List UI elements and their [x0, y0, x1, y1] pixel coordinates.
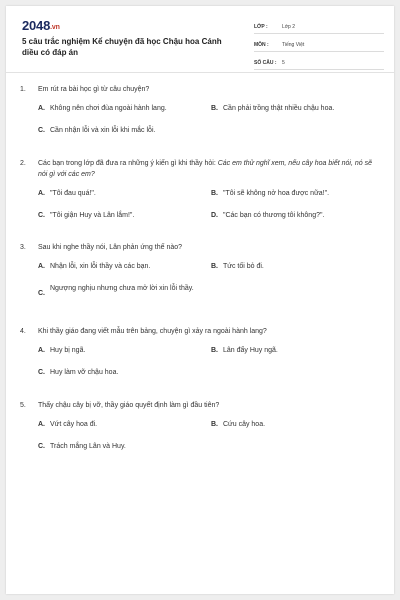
answer-option-a[interactable] — [38, 346, 198, 356]
question-item — [6, 400, 394, 474]
option-text: Không nên chơi đùa ngoài hành lang. — [50, 105, 167, 112]
meta-info — [254, 18, 384, 72]
answer-option-b[interactable] — [211, 346, 381, 356]
option-text: Huy bị ngã. — [50, 347, 86, 354]
question-number: 3. — [20, 244, 26, 251]
option-letter: C. — [38, 127, 45, 134]
subject-value: Tiếng Việt — [282, 42, 305, 48]
meta-row-class — [254, 18, 384, 34]
subject-label: MÔN : — [254, 42, 269, 48]
option-row — [6, 346, 394, 368]
option-row — [6, 442, 394, 464]
option-letter: B. — [211, 190, 218, 197]
question-number: 5. — [20, 402, 26, 409]
option-letter: C. — [38, 212, 45, 219]
option-text: Tức tối bỏ đi. — [223, 263, 264, 270]
class-label: LỚP : — [254, 24, 268, 30]
question-text — [6, 158, 394, 180]
option-row — [6, 284, 394, 312]
page-title: 5 câu trắc nghiệm Kể chuyện đã học Chậu hoa Cánh diều có đáp án — [22, 37, 222, 57]
class-value: Lớp 2 — [282, 24, 296, 30]
option-letter: A. — [38, 421, 45, 428]
answer-options — [6, 262, 394, 312]
option-text: "Tôi sẽ không nở hoa được nữa!". — [223, 190, 330, 197]
option-letter: D. — [211, 212, 218, 219]
meta-row-subject — [254, 36, 384, 52]
question-prompt: Thấy chậu cây bị vỡ, thầy giáo quyết định làm gì đầu tiên? — [38, 402, 220, 409]
option-letter: A. — [38, 105, 45, 112]
option-letter: A. — [38, 347, 45, 354]
option-letter: B. — [211, 421, 218, 428]
option-text: Trách mắng Lân và Huy. — [50, 443, 126, 450]
answer-option-a[interactable] — [38, 262, 198, 272]
option-text: "Các bạn có thương tôi không?". — [223, 212, 325, 219]
answer-option-a[interactable] — [38, 189, 198, 199]
option-letter: C. — [38, 443, 45, 450]
answer-option-b[interactable] — [211, 189, 381, 199]
logo-text: 2048 — [22, 18, 51, 33]
question-item — [6, 242, 394, 326]
option-row — [6, 420, 394, 442]
question-item — [6, 326, 394, 400]
answer-option-c[interactable] — [38, 442, 198, 452]
question-prompt: Các bạn trong lớp đã đưa ra những ý kiến gì khi thầy hỏi: — [38, 160, 218, 167]
answer-options — [6, 420, 394, 464]
question-list — [6, 84, 394, 474]
option-row — [6, 104, 394, 126]
option-row — [6, 189, 394, 211]
answer-option-a[interactable] — [38, 104, 198, 114]
option-text: Nhận lỗi, xin lỗi thầy và các bạn. — [50, 263, 151, 270]
option-text: Cần nhận lỗi và xin lỗi khi mắc lỗi. — [50, 127, 156, 134]
answer-option-b[interactable] — [211, 420, 381, 430]
site-logo[interactable] — [22, 18, 60, 33]
option-letter: A. — [38, 263, 45, 270]
answer-option-b[interactable] — [211, 104, 381, 114]
question-number: 2. — [20, 160, 26, 167]
question-number: 4. — [20, 328, 26, 335]
option-text: Ngượng nghịu nhưng chưa mở lời xin lỗi thầy. — [50, 285, 194, 292]
option-text: "Tôi giận Huy và Lân lắm!". — [50, 212, 135, 219]
logo-suffix: .vn — [50, 24, 60, 31]
answer-options — [6, 346, 394, 390]
option-row — [6, 211, 394, 233]
option-letter: C. — [38, 369, 45, 376]
answer-option-c[interactable] — [38, 284, 203, 299]
question-prompt: Em rút ra bài học gì từ câu chuyện? — [38, 86, 150, 93]
option-letter: B. — [211, 105, 218, 112]
question-prompt: Khi thầy giáo đang viết mẫu trên bảng, chuyện gì xảy ra ngoài hành lang? — [38, 328, 267, 335]
question-text — [6, 326, 394, 337]
header-divider — [6, 72, 394, 73]
question-text — [6, 84, 394, 95]
option-row — [6, 368, 394, 390]
option-text: Huy làm vỡ chậu hoa. — [50, 369, 119, 376]
question-count-value: 5 — [282, 60, 285, 66]
question-quote: Các em thử nghĩ xem, nếu cây hoa biết nói, nó sẽ nói gì với các em? — [38, 160, 372, 178]
meta-row-count — [254, 54, 384, 70]
option-text: Cần phải trồng thật nhiều chậu hoa. — [223, 105, 335, 112]
question-text — [6, 242, 394, 253]
option-letter: B. — [211, 263, 218, 270]
option-text: Cứu cây hoa. — [223, 421, 266, 428]
answer-option-a[interactable] — [38, 420, 198, 430]
answer-options — [6, 104, 394, 148]
question-count-label: SỐ CÂU : — [254, 60, 277, 66]
option-row — [6, 126, 394, 148]
option-text: Lân đẩy Huy ngã. — [223, 347, 278, 354]
answer-option-b[interactable] — [211, 262, 381, 272]
answer-option-c[interactable] — [38, 211, 198, 221]
answer-option-d[interactable] — [211, 211, 381, 221]
option-letter: B. — [211, 347, 218, 354]
answer-option-c[interactable] — [38, 126, 338, 136]
answer-option-c[interactable] — [38, 368, 198, 378]
option-text: "Tôi đau quá!". — [50, 190, 96, 197]
option-letter: A. — [38, 190, 45, 197]
question-prompt: Sau khi nghe thầy nói, Lân phản ứng thế nào? — [38, 244, 183, 251]
question-item — [6, 158, 394, 242]
question-text — [6, 400, 394, 411]
answer-options — [6, 189, 394, 233]
header — [6, 6, 394, 72]
option-letter: C. — [38, 290, 45, 297]
option-row — [6, 262, 394, 284]
question-number: 1. — [20, 86, 26, 93]
question-item — [6, 84, 394, 158]
worksheet — [6, 6, 394, 594]
option-text: Vứt cây hoa đi. — [50, 421, 98, 428]
